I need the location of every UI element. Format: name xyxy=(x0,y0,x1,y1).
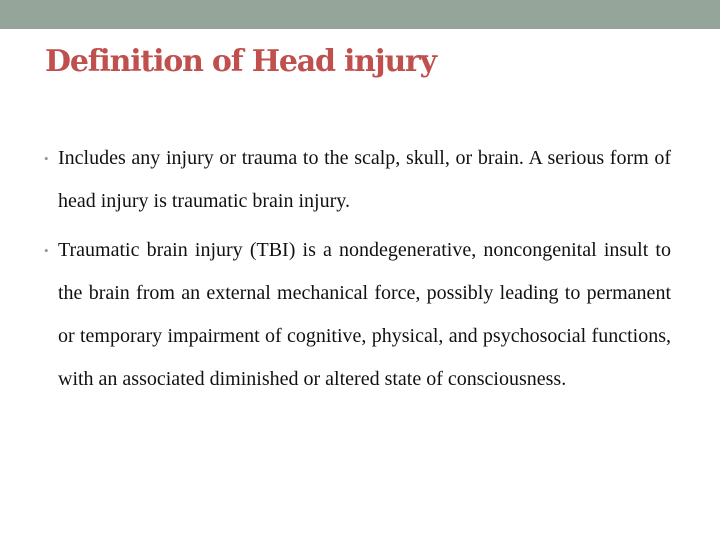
bullet-dot-icon xyxy=(44,137,49,180)
bullet-item-definition xyxy=(44,137,671,223)
bullet-list xyxy=(44,137,671,401)
bullet-text: Traumatic brain injury (TBI) is a nondegenerative, noncongenital insult to the brain from an external mechanical force, possibly leading to permanent or temporary impairment of cognitive, physical, and psychosocial functions, with an associated diminished or altered state of consciousness. xyxy=(58,239,671,390)
top-accent-band xyxy=(0,0,720,29)
bullet-item-tbi xyxy=(44,229,671,401)
bullet-dot-icon xyxy=(44,229,49,272)
bullet-text: Includes any injury or trauma to the scalp, skull, or brain. A serious form of head injury is traumatic brain injury. xyxy=(58,147,671,212)
slide-title: Definition of Head injury xyxy=(45,44,436,79)
